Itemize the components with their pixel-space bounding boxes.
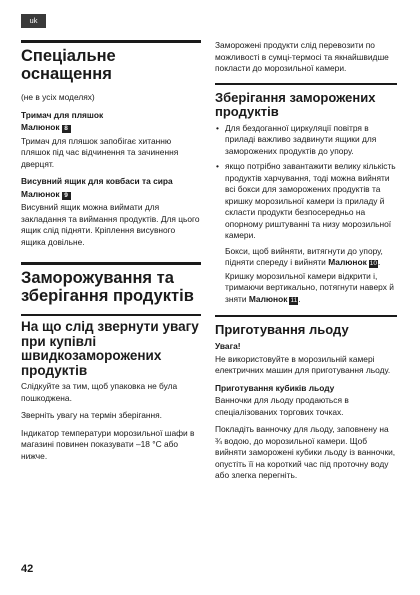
subsection-rule [215, 83, 397, 85]
bottle-holder-heading: Тримач для пляшок [21, 109, 104, 120]
sausage-figure-ref [21, 189, 201, 201]
figure-label: Малюнок [21, 188, 60, 199]
warning-heading: Увага! [215, 341, 241, 351]
remove-boxes-text: Бокси, щоб вийняти, витягнути до упору, підняти спереду і вийняти Малюнок 10. [225, 245, 383, 267]
ice-title: Приготування льоду [215, 322, 349, 337]
ice-trays-text: Ванночки для льоду продаються в спеціалізованих торгових точках. [215, 395, 349, 417]
remove-boxes-instruction: Бокси, щоб вийняти, витягнути до упору, підняти спереду і вийняти [225, 245, 383, 267]
freezing-storage-title: Заморожування та зберігання продуктів [21, 269, 194, 305]
sausage-drawer-text: Висувний ящик можна виймати для закладання та виймання продуктів. Для цього ящик слід підняти. Кріплення висувного ящика довільне. [21, 202, 200, 247]
special-equipment-title: Спеціальне оснащення [21, 47, 116, 83]
section-rule [21, 262, 201, 265]
subsection-rule [215, 315, 397, 317]
page-number: 42 [21, 563, 34, 575]
left-column [21, 40, 201, 468]
remove-lid-text: Кришку морозильної камери відкрити і, тримаючи вертикально, потягнути наверх й зняти Малюнок 11. [225, 270, 394, 304]
temperature-text: Індикатор температури морозильної шафи в магазині повинен показувати –18 °C або нижче. [21, 427, 195, 461]
models-note: (не в усіх моделях) [21, 92, 95, 102]
bottle-figure-ref [21, 122, 201, 134]
remove-lid-instruction: Кришку морозильної камери відкрити і, тримаючи вертикально, потягнути наверх й зняти [225, 270, 394, 304]
list-item: • Для бездоганної циркуляції повітря в приладі важливо задвинути ящики для заморожених продуктів до упору. [215, 123, 397, 158]
storage-title: Зберігання заморожених продуктів [215, 89, 376, 119]
packaging-text: Слідкуйте за тим, щоб упаковка не була пошкоджена. [21, 381, 178, 403]
figure-number-badge: 10 [369, 260, 378, 267]
sausage-drawer-heading: Висувний ящик для ковбаси та сира [21, 176, 173, 186]
storage-list [215, 123, 397, 242]
ice-tray-instructions: Покладіть ванночку для льоду, заповнену на ¾ водою, до морозильної камери. Щоб вийняти заморожені кубики льоду із ванночки, опустіть її на короткий час під проточну воду або злегка перегніть. [215, 424, 396, 480]
figure-label: Малюнок [248, 293, 288, 304]
expiry-text: Зверніть увагу на термін зберігання. [21, 410, 163, 420]
list-item: • якщо потрібно завантажити велику кількість продуктів харчування, тоді можна вийняти всі бокси для заморожених продуктів та кришку морозильної камери із приладу й скласти продукти безпосередньо на опорному риштуванні та низу морозильної камери. [215, 161, 397, 242]
language-tab: uk [21, 14, 46, 28]
ice-cubes-heading: Приготування кубиків льоду [215, 382, 335, 393]
figure-number-badge: 9 [62, 192, 71, 200]
subsection-rule [21, 314, 201, 316]
right-column [215, 40, 397, 488]
figure-label: Малюнок [21, 122, 60, 132]
transport-text: Заморожені продукти слід перевозити по можливості в сумці-термосі та якнайшвидше покласти до морозильної камери. [215, 40, 389, 73]
section-rule [21, 40, 201, 43]
figure-number-badge: 8 [62, 125, 71, 133]
figure-number-badge: 11 [290, 296, 298, 304]
bottle-holder-text: Тримач для пляшок запобігає хитанню пляшок під час відчинення та зачинення дверцят. [21, 135, 179, 169]
figure-label: Малюнок [328, 257, 367, 267]
warning-text: Не використовуйте в морозильній камері електричних машин для приготування льоду. [215, 353, 391, 375]
buying-frozen-subtitle: На що слід звернути увагу при купівлі швидкозаморожених продуктів [21, 319, 199, 378]
